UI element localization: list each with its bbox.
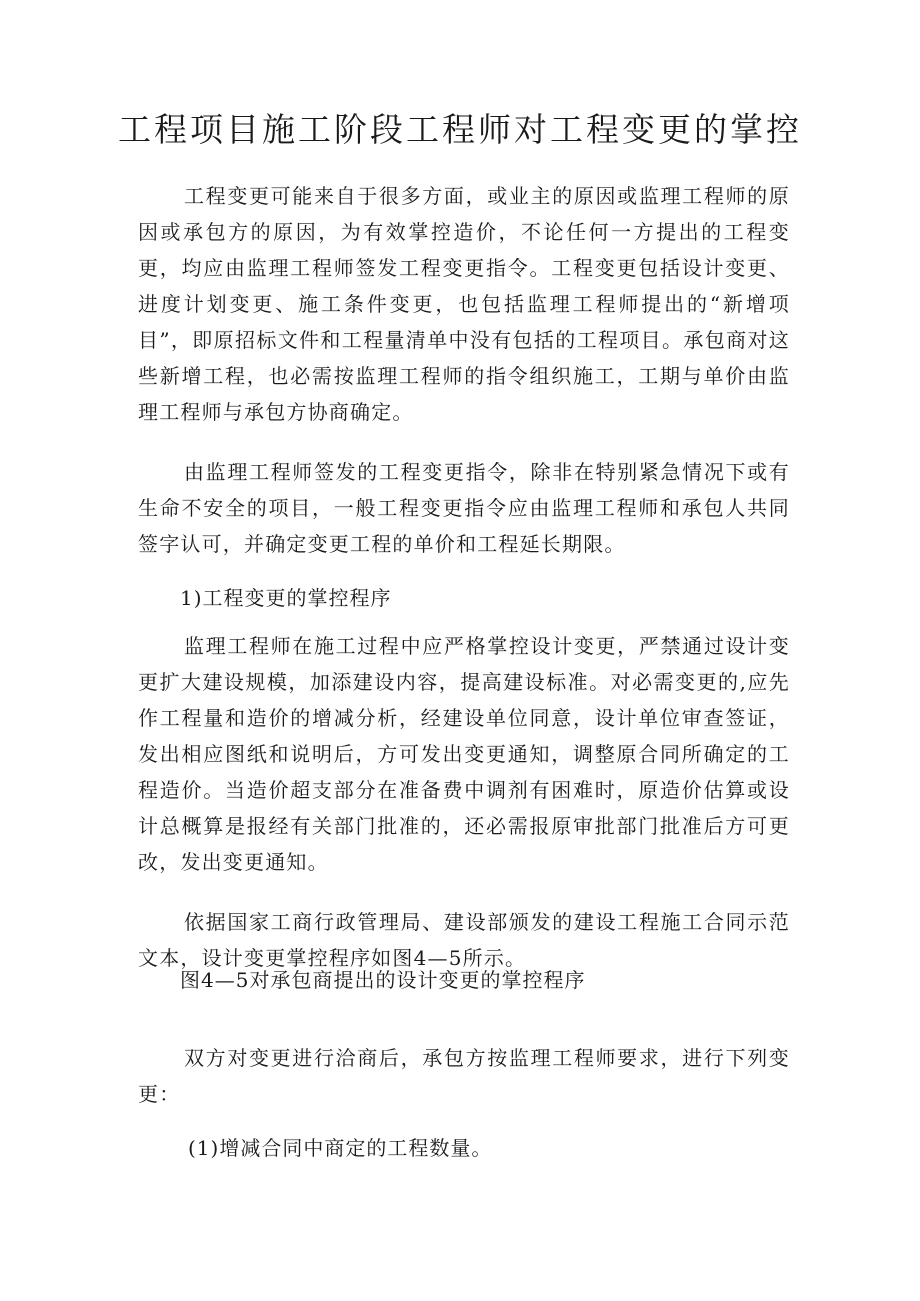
- list-item-quantity-change: (1)增减合同中商定的工程数量。: [188, 1136, 493, 1160]
- paragraph-engineering-change-sources: 工程变更可能来自于很多方面，或业主的原因或监理工程师的原因或承包方的原因，为有效掌控造价，不论任何一方提出的工程变更，均应由监理工程师签发工程变更指令。工程变更包括设计变更、进度计划变更、施工条件变更，也包括监理工程师提出的“新增项目”，即原招标文件和工程量清单中没有包括的工程项目。承包商对这些新增工程，也必需按监理工程师的指令组织施工，工期与单价由监理工程师与承包方协商确定。: [138, 184, 790, 424]
- paragraph-change-order-signing: 由监理工程师签发的工程变更指令，除非在特别紧急情况下或有生命不安全的项目，一般工程变更指令应由监理工程师和承包人共同签字认可，并确定变更工程的单价和工程延长期限。: [138, 460, 790, 556]
- paragraph-contract-template-reference: 依据国家工商行政管理局、建设部颁发的建设工程施工合同示范文本，设计变更掌控程序如图4—5所示。: [138, 910, 790, 970]
- figure-caption: 图4—5对承包商提出的设计变更的掌控程序: [180, 968, 586, 992]
- section-heading-change-control-procedure: 1)工程变更的掌控程序: [180, 586, 392, 610]
- paragraph-design-change-control: 监理工程师在施工过程中应严格掌控设计变更，严禁通过设计变更扩大建设规模，加添建设内容，提高建设标准。对必需变更的,应先作工程量和造价的增减分析，经建设单位同意，设计单位审查签证，发出相应图纸和说明后，方可发出变更通知，调整原合同所确定的工程造价。当造价超支部分在准备费中调剂有困难时，原造价估算或设计总概算是报经有关部门批准的，还必需报原审批部门批准后方可更改，发出变更通知。: [138, 634, 790, 874]
- paragraph-negotiated-changes: 双方对变更进行洽商后，承包方按监理工程师要求，进行下列变更：: [138, 1046, 790, 1106]
- document-title: 工程项目施工阶段工程师对工程变更的掌控: [118, 110, 802, 149]
